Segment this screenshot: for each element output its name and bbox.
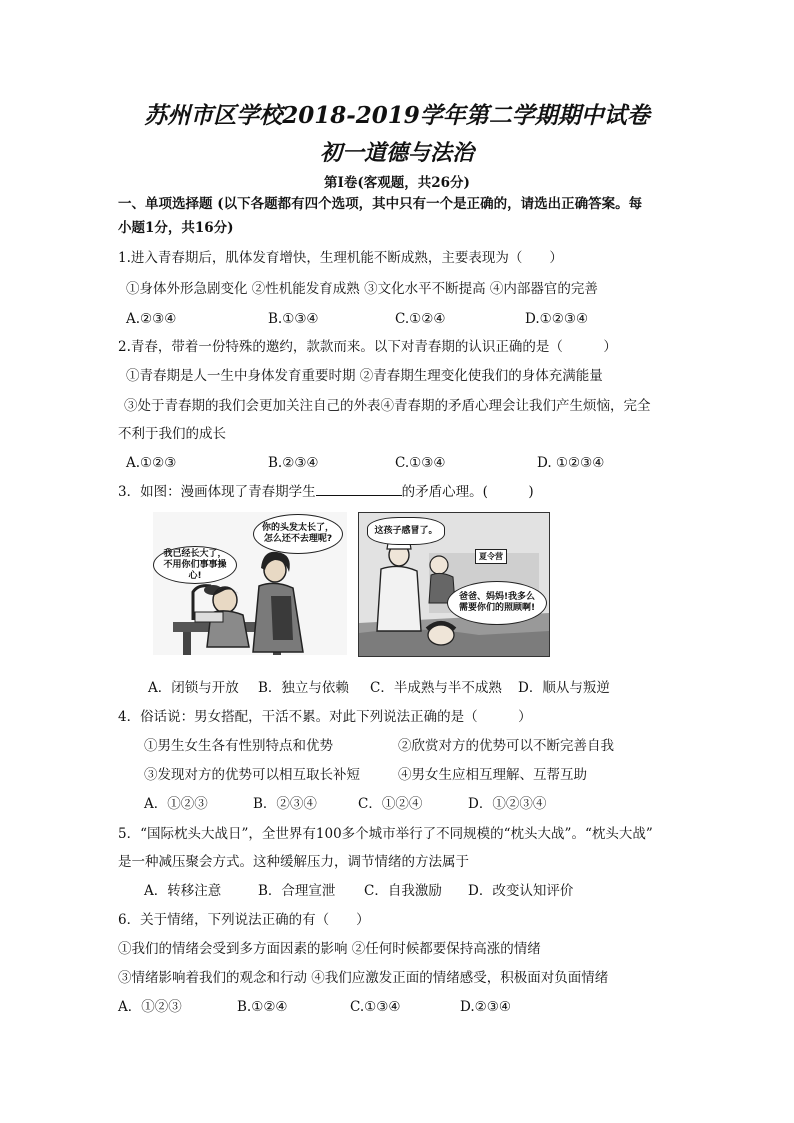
q6-items-2: ③情绪影响着我们的观念和行动 ④我们应激发正面的情绪感受，积极面对负面情绪 [118, 970, 609, 986]
q6-option-a[interactable]: A．①②③ [118, 999, 182, 1015]
q2-stem: 2.青春，带着一份特殊的邀约，款款而来。以下对青春期的认识正确的是（ ） [118, 339, 617, 355]
q2-items-3: 不利于我们的成长 [118, 426, 226, 442]
q4-option-c[interactable]: C．①②④ [358, 796, 423, 812]
q5-stem-2: 是一种减压聚会方式。这种缓解压力，调节情绪的方法属于 [118, 854, 469, 870]
q2-items-1: ①青春期是人一生中身体发育重要时期 ②青春期生理变化使我们的身体充满能量 [126, 368, 603, 384]
q6-option-c[interactable]: C.①③④ [350, 999, 401, 1015]
q3-stem-part2: 的矛盾心理。( ) [401, 484, 534, 500]
q6-option-b[interactable]: B.①②④ [237, 999, 288, 1015]
q4-option-a[interactable]: A．①②③ [144, 796, 208, 812]
comic-right-panel [358, 512, 550, 657]
q4-item-4: ④男女生应相互理解、互帮互助 [398, 767, 587, 783]
q6-stem: 6．关于情绪，下列说法正确的有（ ） [118, 912, 370, 928]
q3-option-d[interactable]: D．顺从与叛逆 [518, 680, 610, 696]
q4-item-2: ②欣赏对方的优势可以不断完善自我 [398, 738, 614, 754]
q1-option-d[interactable]: D.①②③④ [525, 311, 589, 327]
q6-items-1: ①我们的情绪会受到多方面因素的影响 ②任何时候都要保持高涨的情绪 [118, 941, 541, 957]
q5-option-b[interactable]: B．合理宣泄 [258, 883, 336, 899]
part-instruction-cont: 小题1分，共16分) [118, 220, 234, 236]
comic-left-panel [153, 512, 347, 655]
comic-bubble-teen: 我已经长大了，不用你们事事操心! [153, 546, 237, 584]
q5-option-d[interactable]: D．改变认知评价 [468, 883, 574, 899]
q1-option-a[interactable]: A.②③④ [126, 311, 177, 327]
comic-sign-summer-camp: 夏令营 [475, 549, 507, 564]
q3-option-c[interactable]: C．半成熟与半不成熟 [370, 680, 502, 696]
q2-option-c[interactable]: C.①③④ [395, 455, 446, 471]
q1-option-c[interactable]: C.①②④ [395, 311, 446, 327]
q5-stem-1: 5．“国际枕头大战日”，全世界有100多个城市举行了不同规模的“枕头大战”。“枕头大战” [118, 826, 653, 842]
part-instruction: 一、单项选择题 (以下各题都有四个选项，其中只有一个是正确的，请选出正确答案。每 [118, 196, 643, 212]
q2-option-a[interactable]: A.①②③ [126, 455, 177, 471]
q4-option-d[interactable]: D．①②③④ [468, 796, 547, 812]
comic-bubble-doctor: 这孩子感冒了。 [367, 517, 445, 545]
exam-subject: 初一道德与法治 [319, 140, 474, 166]
q4-option-b[interactable]: B．②③④ [253, 796, 317, 812]
q5-option-a[interactable]: A．转移注意 [144, 883, 222, 899]
section-heading: 第Ⅰ卷(客观题，共26分) [324, 175, 470, 191]
q5-option-c[interactable]: C．自我激励 [364, 883, 442, 899]
q4-item-1: ①男生女生各有性别特点和优势 [144, 738, 333, 754]
q3-option-a[interactable]: A．闭锁与开放 [148, 680, 239, 696]
q1-option-b[interactable]: B.①③④ [268, 311, 319, 327]
q4-item-3: ③发现对方的优势可以相互取长补短 [144, 767, 360, 783]
q2-option-b[interactable]: B.②③④ [268, 455, 319, 471]
q1-stem: 1.进入青春期后，肌体发育增快，生理机能不断成熟，主要表现为（ ） [118, 250, 563, 266]
comic-bubble-parent: 你的头发太长了，怎么还不去理呢? [253, 514, 343, 554]
q2-option-d[interactable]: D. ①②③④ [537, 455, 605, 471]
q4-stem: 4．俗话说：男女搭配，干活不累。对此下列说法正确的是（ ） [118, 709, 532, 725]
q3-stem [118, 483, 534, 501]
q6-option-d[interactable]: D.②③④ [460, 999, 511, 1015]
exam-title: 苏州市区学校2018-2019学年第二学期期中试卷 [144, 102, 650, 129]
q3-option-b[interactable]: B．独立与依赖 [258, 680, 349, 696]
q2-items-2: ③处于青春期的我们会更加关注自己的外表④青春期的矛盾心理会让我们产生烦恼，完全 [124, 398, 651, 414]
q1-items: ①身体外形急剧变化 ②性机能发育成熟 ③文化水平不断提高 ④内部器官的完善 [126, 281, 598, 297]
q3-answer-blank[interactable] [316, 483, 402, 496]
q3-stem-part1: 3．如图：漫画体现了青春期学生 [118, 484, 316, 500]
comic-bubble-child: 爸爸、妈妈!我多么需要你们的照顾啊! [447, 581, 547, 625]
